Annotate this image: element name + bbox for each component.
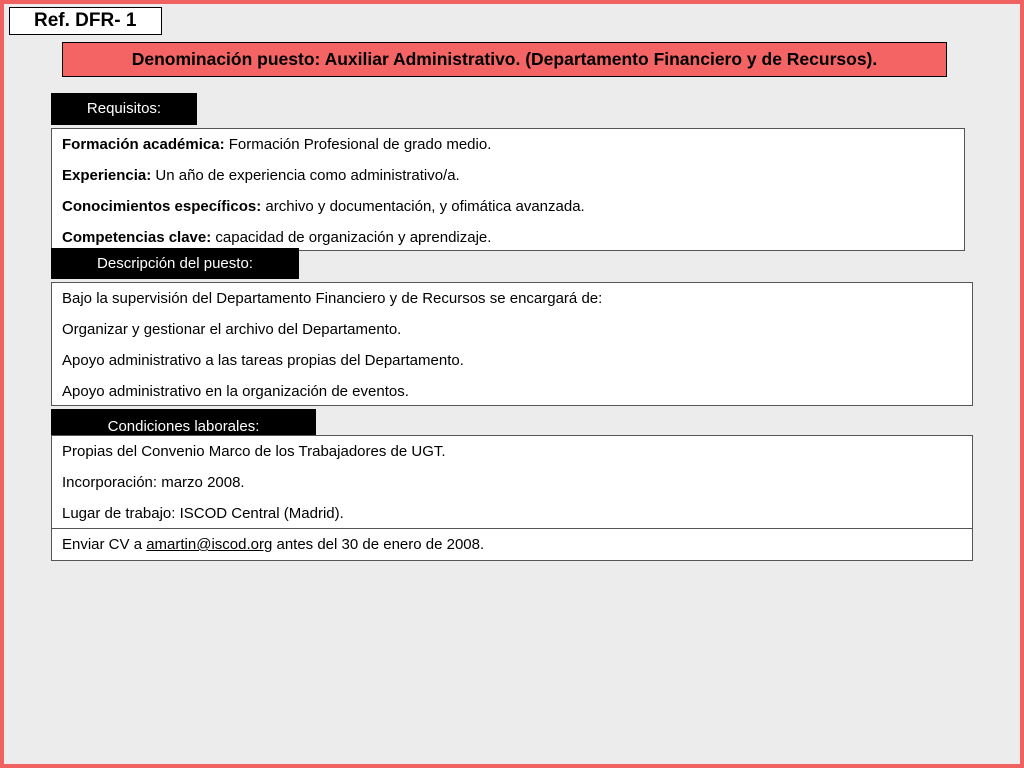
descripcion-panel xyxy=(51,282,973,406)
requisito-experiencia: Experiencia: Un año de experiencia como administrativo/a. xyxy=(62,167,460,184)
contacto-panel xyxy=(51,528,973,561)
requisitos-tab: Requisitos: xyxy=(51,93,197,125)
condiciones-tab: Condiciones laborales: xyxy=(51,409,316,441)
email-link[interactable]: amartin@iscod.org xyxy=(146,536,273,553)
job-title: Denominación puesto: Auxiliar Administrativo. (Departamento Financiero y de Recursos). xyxy=(62,42,947,77)
condiciones-line: Lugar de trabajo: ISCOD Central (Madrid). xyxy=(62,505,344,522)
requisito-conocimientos: Conocimientos específicos: archivo y documentación, y ofimática avanzada. xyxy=(62,198,585,215)
contacto-line: Enviar CV a amartin@iscod.org antes del 30 de enero de 2008. xyxy=(62,536,485,553)
descripcion-line: Organizar y gestionar el archivo del Departamento. xyxy=(62,321,402,338)
requisitos-panel xyxy=(51,128,965,251)
descripcion-line: Apoyo administrativo en la organización de eventos. xyxy=(62,383,409,400)
condiciones-line: Propias del Convenio Marco de los Trabajadores de UGT. xyxy=(62,443,446,460)
condiciones-panel xyxy=(51,435,973,529)
reference-code: Ref. DFR- 1 xyxy=(9,7,162,35)
requisito-formacion: Formación académica: Formación Profesional de grado medio. xyxy=(62,136,492,153)
descripcion-line: Bajo la supervisión del Departamento Financiero y de Recursos se encargará de: xyxy=(62,290,603,307)
requisito-competencias: Competencias clave: capacidad de organización y aprendizaje. xyxy=(62,229,492,246)
condiciones-line: Incorporación: marzo 2008. xyxy=(62,474,245,491)
descripcion-tab: Descripción del puesto: xyxy=(51,248,299,279)
descripcion-line: Apoyo administrativo a las tareas propias del Departamento. xyxy=(62,352,464,369)
